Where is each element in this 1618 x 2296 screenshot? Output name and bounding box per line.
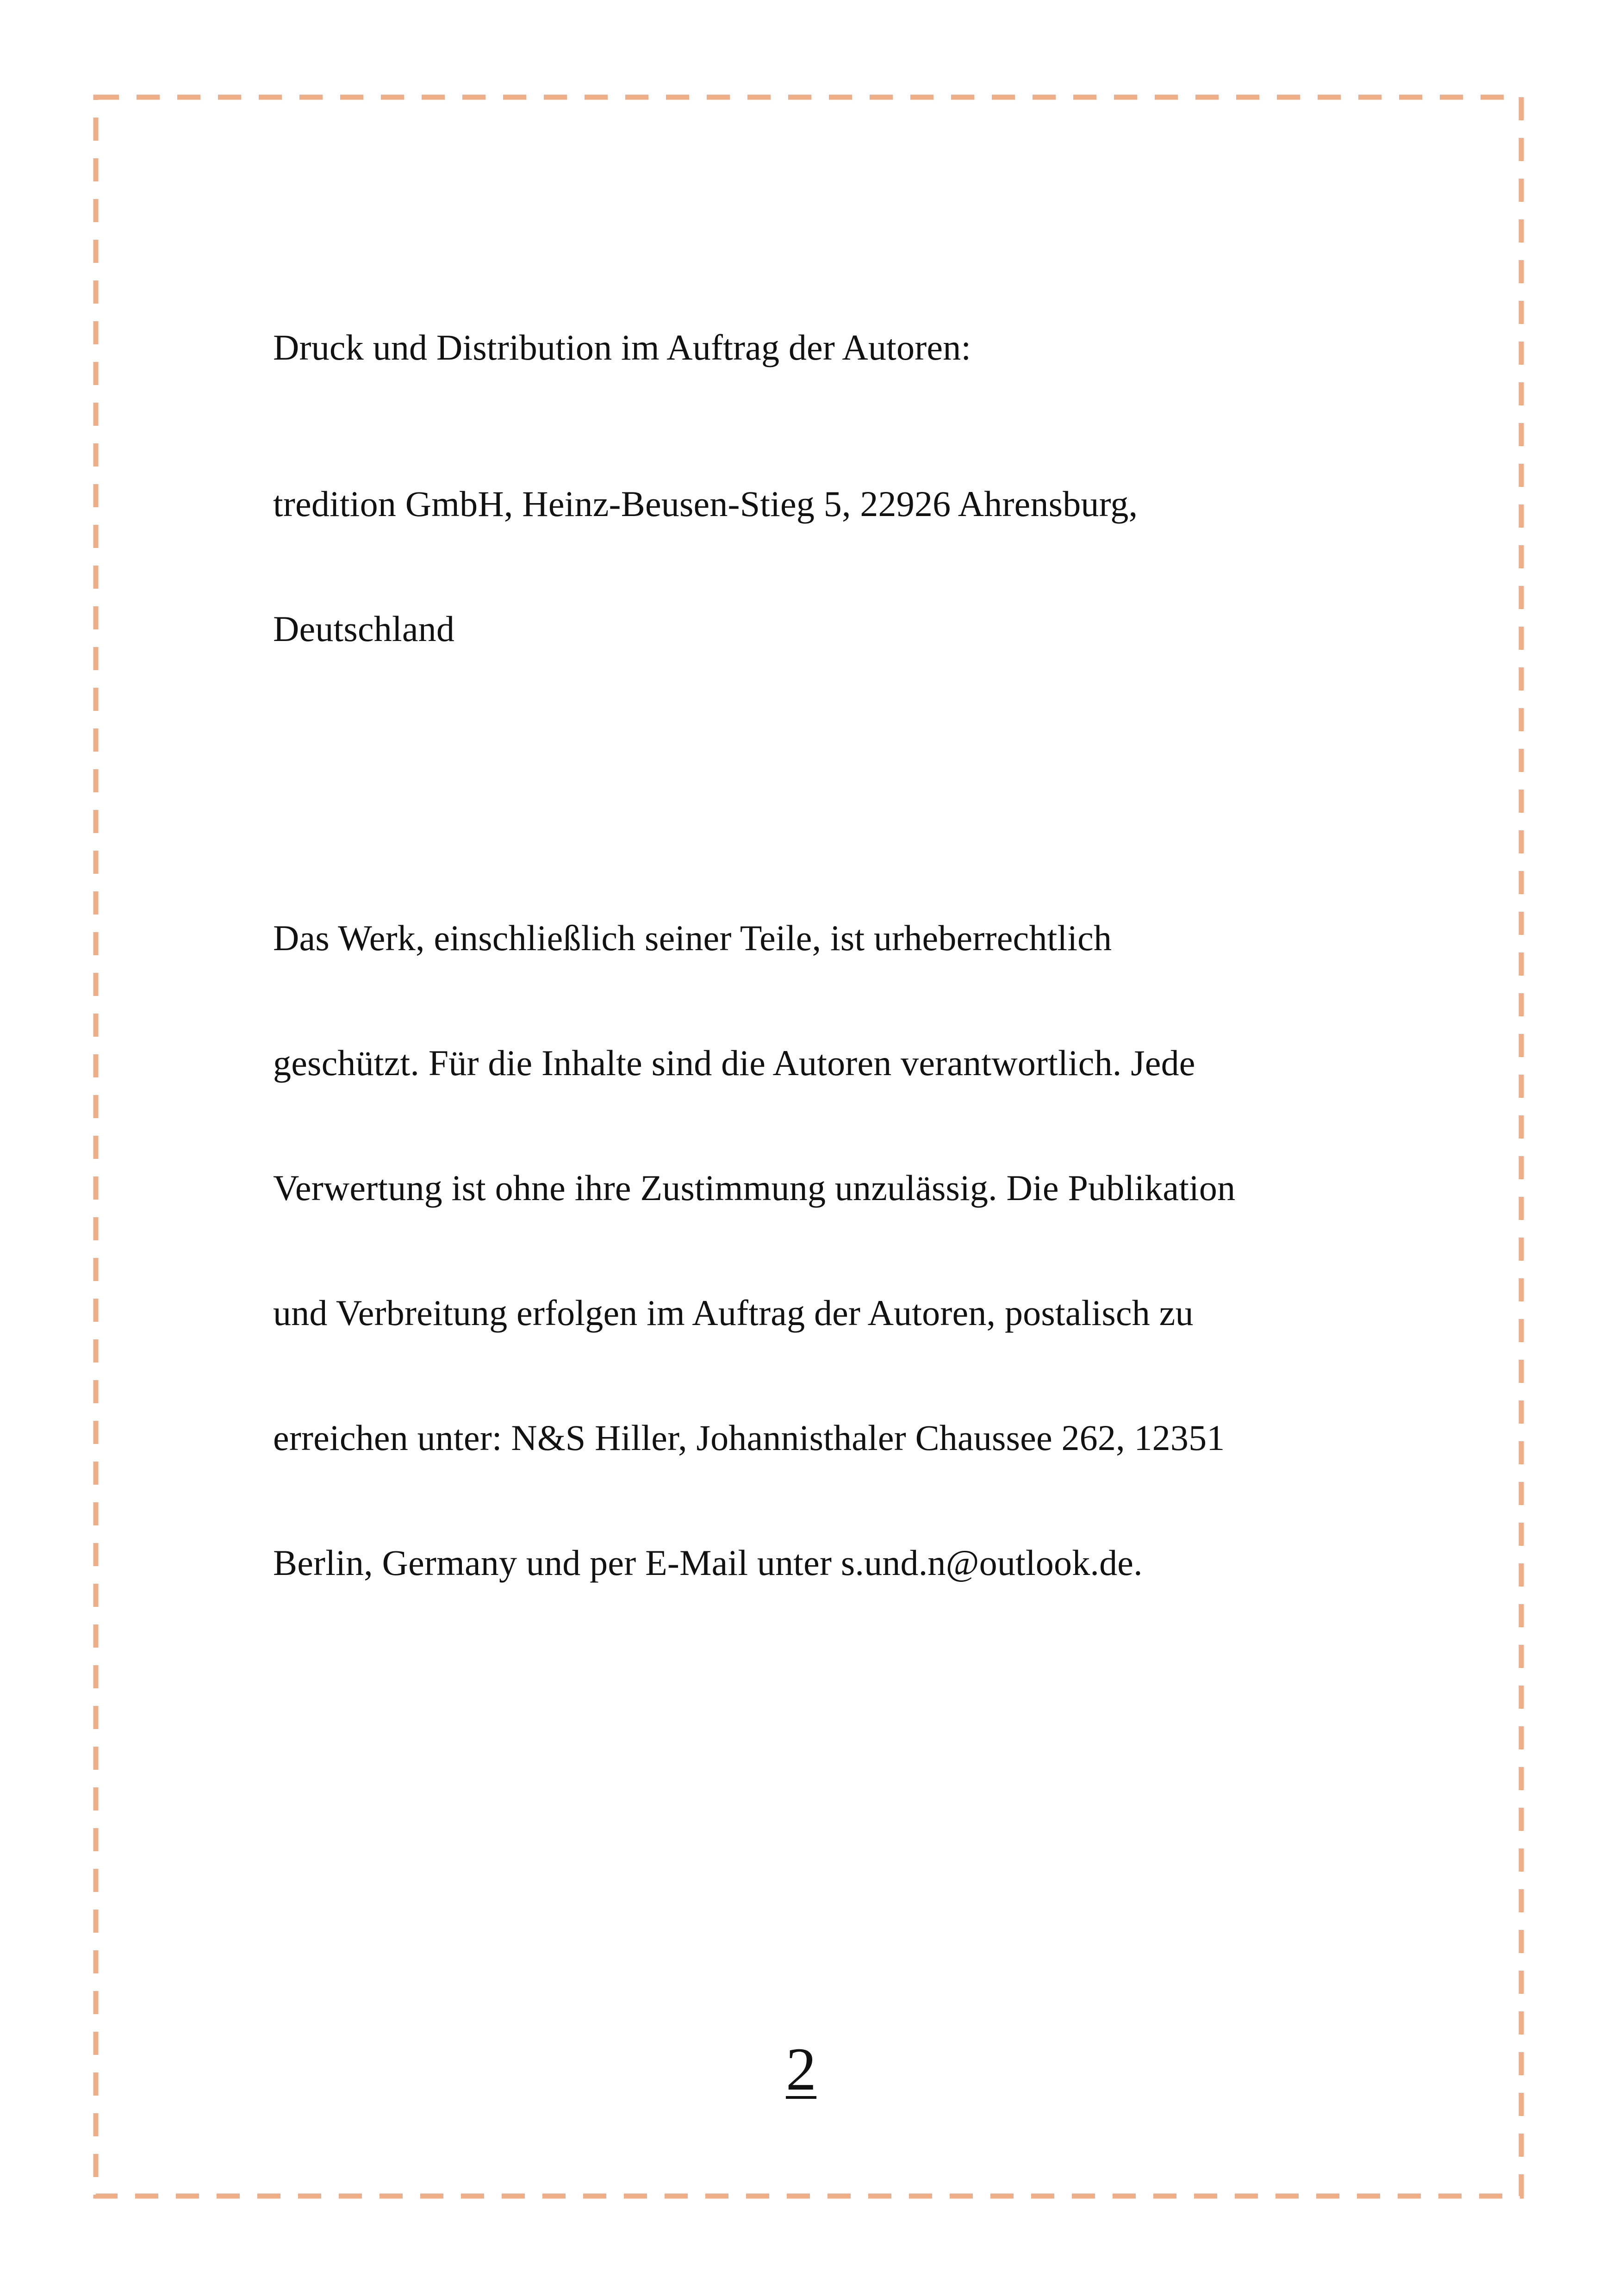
dashed-page-border xyxy=(94,96,1523,2197)
copyright-line: geschützt. Für die Inhalte sind die Autoren verantwortlich. Jede xyxy=(273,1043,1195,1083)
page-number: 2 xyxy=(786,2035,816,2103)
copyright-line: Verwertung ist ohne ihre Zustimmung unzulässig. Die Publikation xyxy=(273,1168,1236,1208)
imprint-heading: Druck und Distribution im Auftrag der Autoren: xyxy=(273,327,971,367)
copyright-line: erreichen unter: N&S Hiller, Johannisthaler Chaussee 262, 12351 xyxy=(273,1418,1225,1458)
imprint-country: Deutschland xyxy=(273,609,455,649)
copyright-line: Das Werk, einschließlich seiner Teile, ist urheberrechtlich xyxy=(273,918,1112,958)
imprint-address: tredition GmbH, Heinz-Beusen-Stieg 5, 22926 Ahrensburg, xyxy=(273,484,1138,524)
copyright-line: Berlin, Germany und per E-Mail unter s.und.n@outlook.de. xyxy=(273,1543,1143,1583)
copyright-line: und Verbreitung erfolgen im Auftrag der Autoren, postalisch zu xyxy=(273,1293,1194,1333)
